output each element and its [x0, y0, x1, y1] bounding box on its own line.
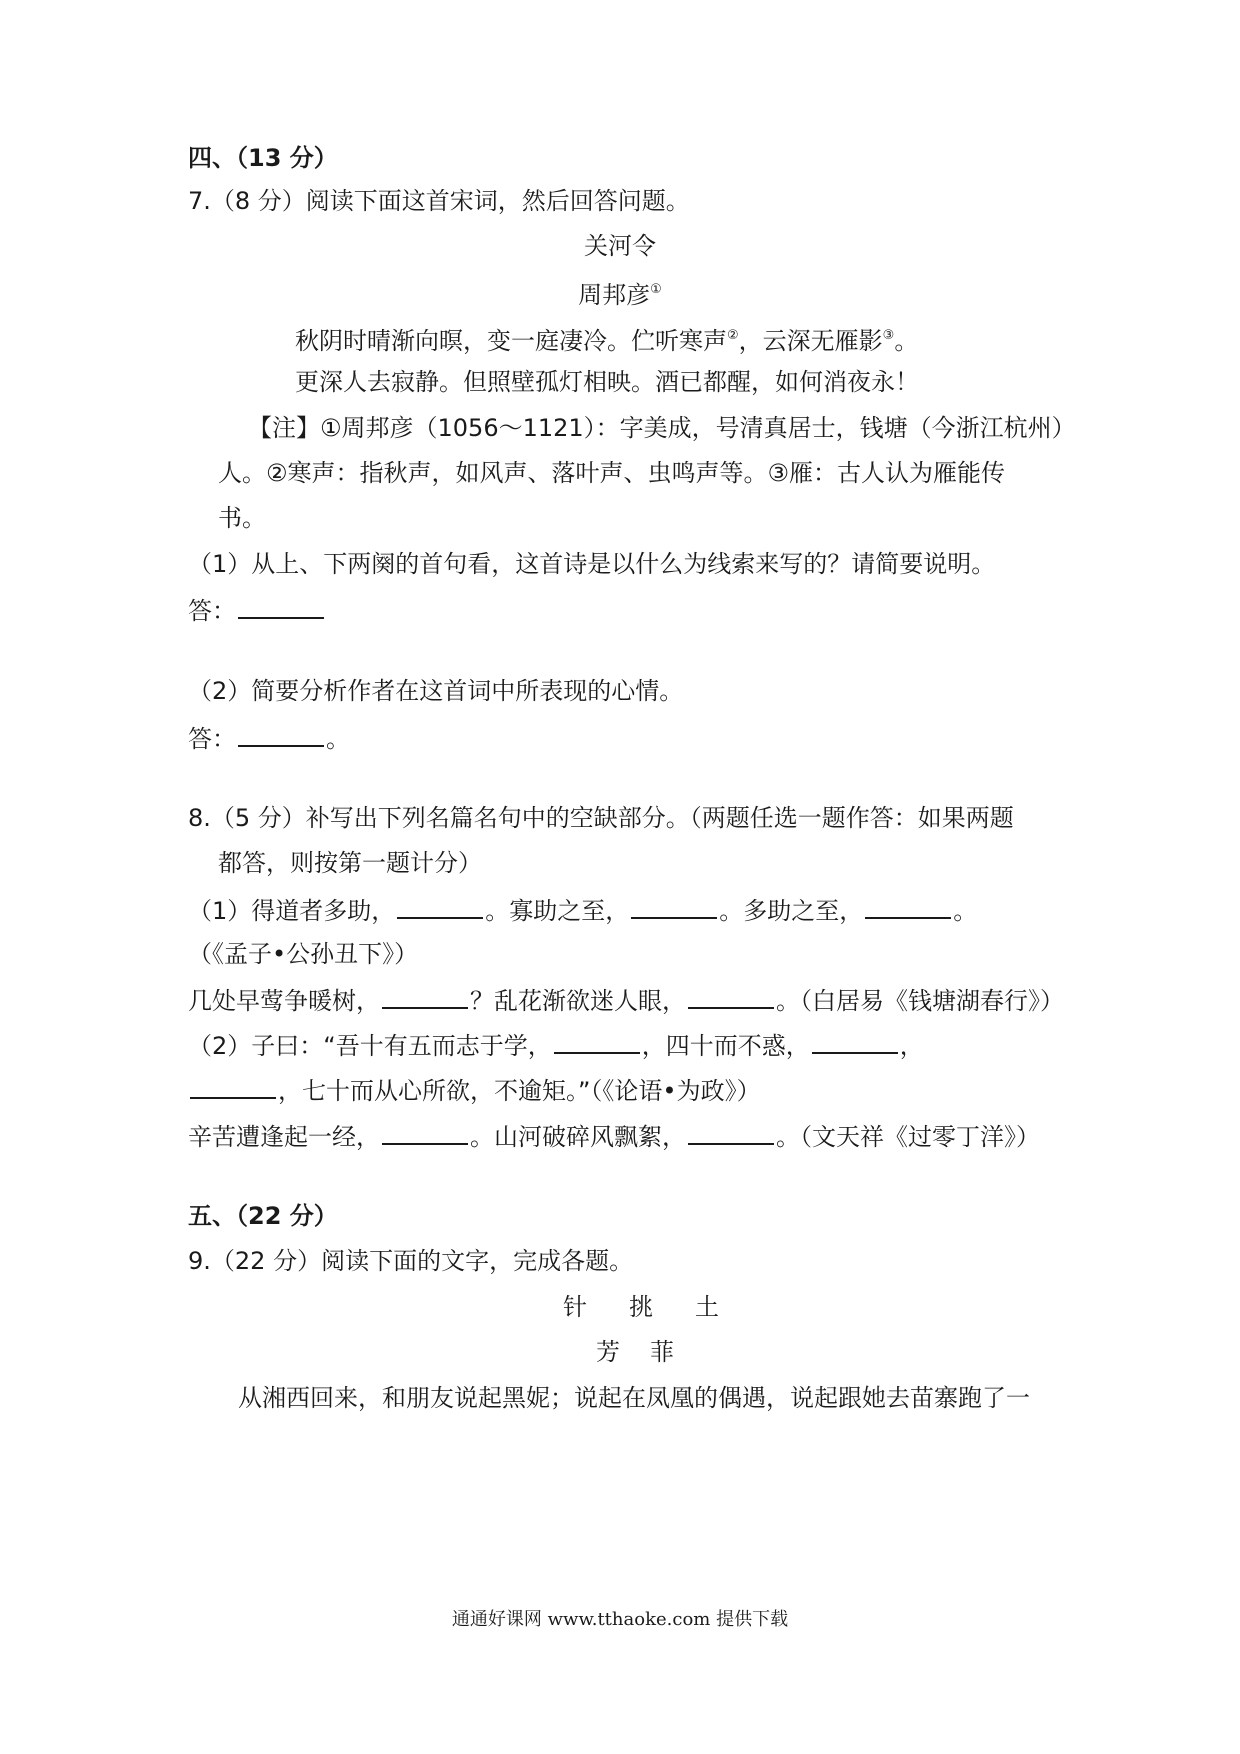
text-segment: 。寡助之至， [485, 897, 630, 925]
fill-blank[interactable] [688, 1117, 774, 1145]
text-segment: ，四十而不惑， [641, 1032, 810, 1060]
q8-sub-1-source: （《孟子•公孙丑下》） [188, 940, 419, 968]
question-8-intro-1: 8.（5 分）补写出下列名篇名句中的空缺部分。（两题任选一题作答：如果两题 [188, 804, 1014, 832]
answer-blank[interactable] [238, 719, 324, 747]
footnote-mark: ② [727, 328, 739, 343]
text-segment: 几处早莺争暖树， [188, 987, 380, 1015]
question-7-intro: 7.（8 分）阅读下面这首宋词，然后回答问题。 [188, 187, 690, 215]
fill-blank[interactable] [382, 981, 468, 1009]
passage-author: 芳菲 [596, 1338, 704, 1366]
text-segment: （2）子曰：“吾十有五而志于学， [188, 1032, 552, 1060]
poem-title: 关河令 [584, 232, 656, 260]
text-segment: ？乱花渐欲迷人眼， [470, 987, 686, 1015]
answer-blank[interactable] [238, 591, 324, 619]
text-segment: 。多助之至， [719, 897, 864, 925]
text-segment: 。山河破碎风飘絮， [470, 1123, 686, 1151]
question-8-intro-2: 都答，则按第一题计分） [218, 849, 482, 877]
poem-line-2: 更深人去寂静。但照壁孤灯相映。酒已都醒，如何消夜永！ [295, 368, 919, 396]
answer-label: 答： [188, 725, 236, 753]
footnote-mark: ③ [882, 328, 895, 343]
poem-line-1-part-c: 。 [894, 327, 919, 355]
note-line-2: 人。②寒声：指秋声，如风声、落叶声、虫鸣声等。③雁：古人认为雁能传 [218, 459, 1006, 487]
question-7-sub-1: （1）从上、下两阕的首句看，这首诗是以什么为线索来写的？请简要说明。 [188, 550, 996, 578]
poem-author [0, 272, 1240, 308]
poem-line-1-part-b: ，云深无雁影 [738, 327, 883, 355]
q8-sub-2-line-1 [188, 1026, 924, 1062]
text-segment: 。（文天祥《过零丁洋》） [776, 1123, 1040, 1151]
section-five-header: 五、（22 分） [188, 1202, 338, 1230]
q8-sub-1-line-1 [188, 891, 977, 927]
q8-sub-1-line-2 [188, 981, 1064, 1017]
page-footer: 通通好课网 www.tthaoke.com 提供下载 [451, 1609, 789, 1630]
section-four-header: 四、（13 分） [188, 144, 338, 172]
text-segment: 辛苦遭逢起一经， [188, 1123, 380, 1151]
answer-label: 答： [188, 597, 236, 625]
text-segment: 。（白居易《钱塘湖春行》） [776, 987, 1064, 1015]
text-segment: ，七十而从心所欲，不逾矩。”（《论语•为政》） [278, 1077, 761, 1105]
text-segment: （1）得道者多助， [188, 897, 396, 925]
fill-blank[interactable] [812, 1026, 898, 1054]
poem-author-name: 周邦彦 [578, 281, 651, 309]
poem-line-1 [295, 318, 918, 354]
question-7-sub-2: （2）简要分析作者在这首词中所表现的心情。 [188, 677, 684, 705]
footnote-mark: ① [650, 282, 662, 297]
answer-1-row [188, 591, 326, 627]
fill-blank[interactable] [382, 1117, 468, 1145]
fill-blank[interactable] [865, 891, 951, 919]
q8-sub-2-line-3 [188, 1117, 1040, 1153]
passage-title: 针挑土 [563, 1293, 761, 1321]
text-segment: ， [899, 1032, 924, 1060]
question-9-intro: 9.（22 分）阅读下面的文字，完成各题。 [188, 1247, 634, 1275]
passage-paragraph-1: 从湘西回来，和朋友说起黑妮；说起在凤凰的偶遇，说起跟她去苗寨跑了一 [238, 1384, 1030, 1412]
fill-blank[interactable] [397, 891, 483, 919]
text-segment: 。 [953, 897, 978, 925]
fill-blank[interactable] [631, 891, 717, 919]
note-line-1: 【注】①周邦彦（1056～1121）：字美成，号清真居士，钱塘（今浙江杭州） [248, 414, 1076, 442]
answer-2-row [188, 719, 350, 755]
q8-sub-2-line-2 [188, 1071, 761, 1107]
note-line-3: 书。 [218, 504, 266, 532]
fill-blank[interactable] [554, 1026, 640, 1054]
punctuation: 。 [326, 725, 350, 753]
fill-blank[interactable] [190, 1071, 276, 1099]
fill-blank[interactable] [688, 981, 774, 1009]
poem-line-1-part-a: 秋阴时晴渐向暝，变一庭凄冷。伫听寒声 [295, 327, 727, 355]
